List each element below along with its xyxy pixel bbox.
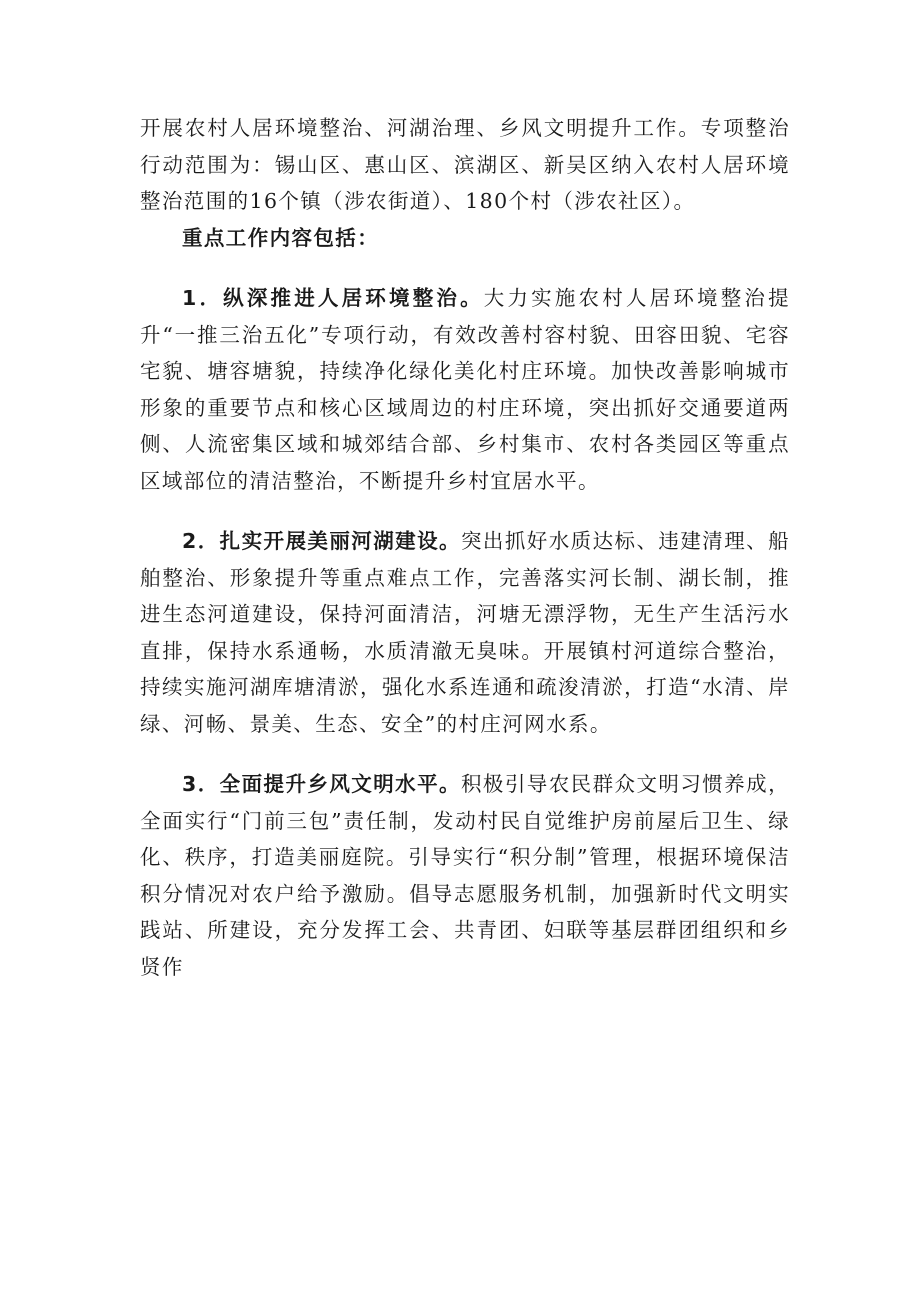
document-body — [140, 110, 790, 985]
item-title: 扎实开展美丽河湖建设。 — [219, 529, 461, 553]
item-paragraph-3 — [140, 766, 790, 985]
item-title: 全面提升乡风文明水平。 — [219, 772, 461, 796]
section-heading: 重点工作内容包括： — [182, 225, 380, 250]
item-body: 积极引导农民群众文明习惯养成，全面实行“门前三包”责任制，发动村民自觉维护房前屋后卫生、绿化、秩序，打造美丽庭院。引导实行“积分制”管理，根据环境保洁积分情况对农户给予激励。倡导志愿服务机制，加强新时代文明实践站、所建设，充分发挥工会、共青团、妇联等基层群团组织和乡贤作 — [140, 772, 790, 979]
intro-paragraph: 开展农村人居环境整治、河湖治理、乡风文明提升工作。专项整治行动范围为：锡山区、惠山区、滨湖区、新吴区纳入农村人居环境整治范围的16个镇（涉农街道）、180个村（涉农社区）。 — [140, 116, 790, 213]
item-number: 3． — [182, 772, 220, 796]
item-body: 突出抓好水质达标、违建清理、船舶整治、形象提升等重点难点工作，完善落实河长制、湖长制，推进生态河道建设，保持河面清洁，河塘无漂浮物，无生产生活污水直排，保持水系通畅，水质清澈无臭味。开展镇村河道综合整治，持续实施河湖库塘清淤，强化水系连通和疏浚清淤，打造“水清、岸绿、河畅、景美、生态、安全”的村庄河网水系。 — [140, 529, 790, 736]
item-paragraph-1 — [140, 280, 790, 499]
item-number: 2． — [182, 529, 220, 553]
item-title: 纵深推进人居环境整治。 — [223, 286, 484, 310]
item-paragraph-2 — [140, 523, 790, 742]
item-number: 1． — [182, 286, 224, 310]
item-body: 大力实施农村人居环境整治提升“一推三治五化”专项行动，有效改善村容村貌、田容田貌、宅容宅貌、塘容塘貌，持续净化绿化美化村庄环境。加快改善影响城市形象的重要节点和核心区域周边的村庄环境，突出抓好交通要道两侧、人流密集区域和城郊结合部、乡村集市、农村各类园区等重点区域部位的清洁整治，不断提升乡村宜居水平。 — [140, 286, 790, 493]
